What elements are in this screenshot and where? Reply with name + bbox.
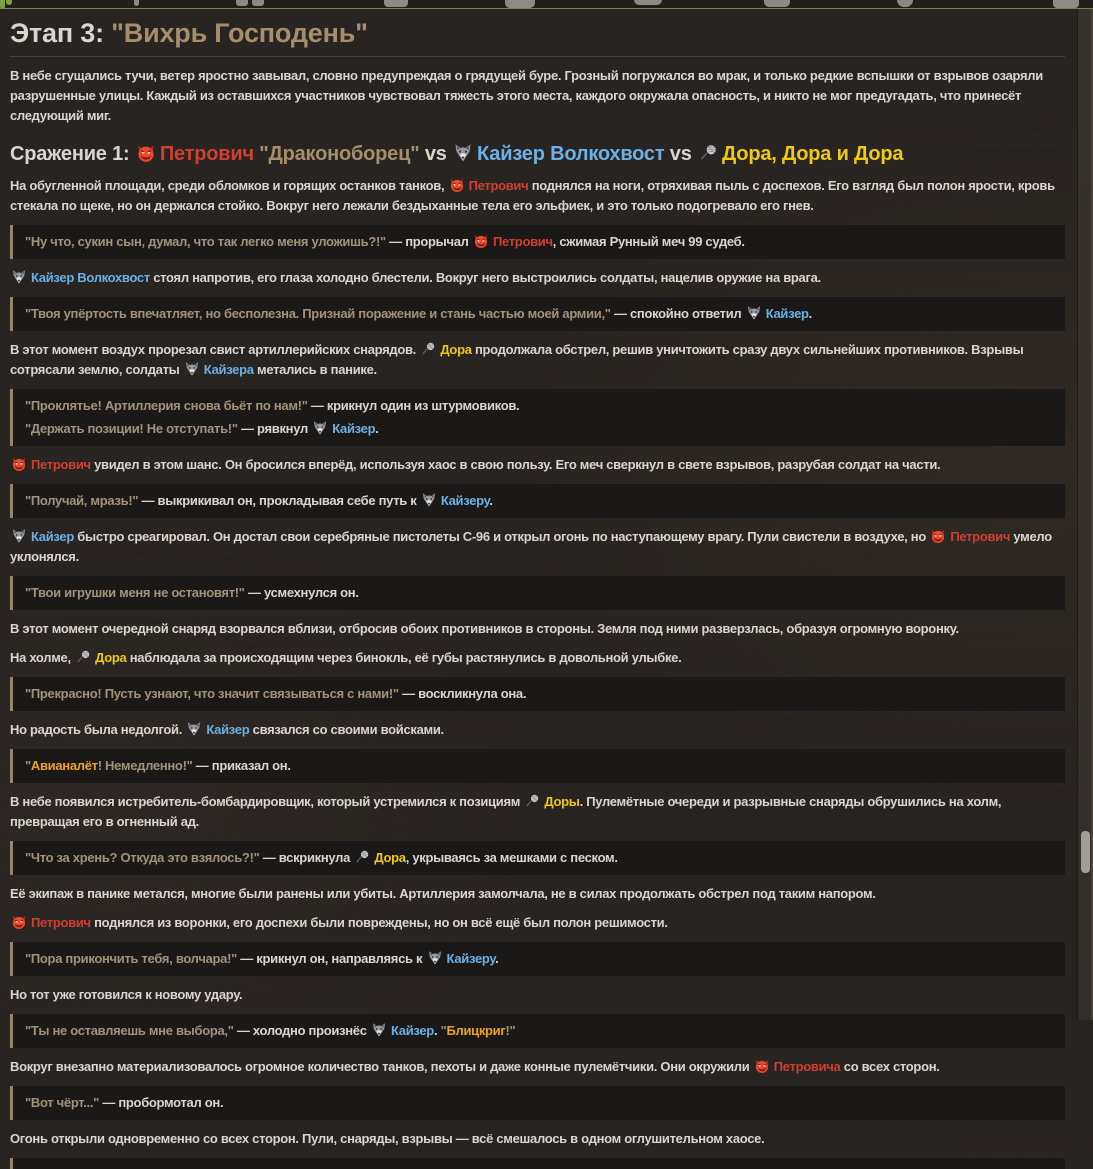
narration-text: В небе сгущались тучи, ветер яростно завывал, словно предупреждая о грядущей буре. Грозный погружался во мрак, и только редкие вспышки от взрывов озаряли разрушенные улицы. Каждый из оставшихся участников чувствовал тяжесть этого места, каждого окружала опасность, и никто не мог предугадать, что принесёт следующий миг. (10, 68, 1043, 123)
quote-line (25, 583, 1053, 603)
story-paragraph (10, 1057, 1065, 1077)
narration-text: — прорычал (385, 234, 472, 249)
character-name: Кайзер (31, 529, 74, 544)
story-paragraph (10, 455, 1065, 475)
devil-icon (11, 456, 27, 472)
stage-title-prefix: Этап 3: (10, 18, 112, 48)
narration-text: быстро среагировал. Он достал свои серебряные пистолеты С-96 и открыл огонь по наступающему врагу. Пули свистели в воздухе, но (73, 529, 930, 544)
scrollbar-track (1077, 9, 1093, 1020)
quote-text: "Ты не оставляешь мне выбора," (25, 1023, 234, 1038)
quote-line (25, 756, 1053, 776)
character-name: Кайзер (206, 722, 250, 737)
character-name: Кайзеру (446, 951, 496, 966)
wolf-icon (746, 305, 762, 321)
narration-text: В этот момент очередной снаряд взорвался вблизи, отбросив обоих противников в стороны. Земля под ними разверзлась, образуя огромную воронку. (10, 621, 959, 636)
quote-line (25, 1021, 1053, 1041)
story-paragraph (10, 340, 1065, 380)
character-name: Петрович (468, 178, 529, 193)
narration-text: — рявкнул (237, 421, 312, 436)
quote-block (10, 225, 1065, 259)
narration-text: — пробормотал он. (99, 1095, 224, 1110)
character-name: Петрович (31, 915, 91, 930)
narration-text: Вокруг внезапно материализовалось огромное количество танков, пехоты и даже конные пулемётчики. Они окружили (10, 1059, 753, 1074)
narration-text: увидел в этом шанс. Он бросился вперёд, используя хаос в свою пользу. Его меч сверкнул в свете взрывов, разрубая солдат на части. (90, 457, 941, 472)
case-icon[interactable] (384, 0, 408, 7)
story-paragraph (10, 913, 1065, 933)
mic-icon (354, 849, 370, 865)
character-name: Дора, Дора и Дора (722, 143, 904, 165)
story-paragraph (10, 720, 1065, 740)
story-paragraph (10, 176, 1065, 216)
quote-line (25, 304, 1053, 324)
narration-text: — крикнул один из штурмовиков. (307, 398, 520, 413)
narration-text: стоял напротив, его глаза холодно блестели. Вокруг него выстроились солдаты, нацелив оружие на врага. (149, 270, 821, 285)
story-paragraph (10, 1129, 1065, 1149)
stage-title-quoted: "Вихрь Господень" (111, 18, 368, 48)
narration-text: поднялся на ноги, отряхивая пыль с доспехов. Его взгляд был полон ярости, кровь стекала по щеке, но он держался стойко. Вокруг него лежали бездыханные тела его эльфиек, и это только подогревало его гнев. (10, 178, 1055, 213)
narration-text: На холме, (10, 650, 75, 665)
narration-text: . (433, 1023, 441, 1038)
narration-text: . (489, 493, 493, 508)
quote-block (10, 1086, 1065, 1120)
character-name: Кайзер (332, 421, 376, 436)
wolf-icon (11, 528, 27, 544)
mic-icon (524, 793, 540, 809)
quote-text: "Проклятье! Артиллерия снова бьёт по нам!" (25, 398, 308, 413)
quote-line (25, 949, 1053, 969)
devil-icon (449, 177, 465, 193)
narration-text: Но радость была недолгой. (10, 722, 186, 737)
quote-block (10, 576, 1065, 610)
chest-icon[interactable] (1053, 0, 1079, 8)
character-name: Петрович (950, 529, 1011, 544)
quote-block (10, 749, 1065, 783)
devil-icon (754, 1058, 770, 1074)
story-paragraph (10, 985, 1065, 1005)
narration-text: — приказал он. (192, 758, 291, 773)
wolf-icon (453, 143, 473, 163)
mic-icon (698, 143, 718, 163)
narration-text: — спокойно ответил (610, 306, 745, 321)
character-name: Кайзер (390, 1023, 434, 1038)
mic-icon (75, 649, 91, 665)
quote-line (25, 419, 1053, 439)
wolf-icon (371, 1022, 387, 1038)
quote-text: "Твоя упёртость впечатляет, но бесполезна. Признай поражение и стань частью моей армии," (25, 306, 611, 321)
narration-text: наблюдала за происходящим через бинокль, её губы растянулись в довольной улыбке. (126, 650, 682, 665)
green-key-icon[interactable] (6, 0, 12, 5)
quote-text: " (25, 758, 31, 773)
narration-text: связался со своими войсками. (249, 722, 444, 737)
narration-text: В небе появился истребитель-бомбардировщик, который устремился к позициям (10, 794, 524, 809)
quote-text: "Прекрасно! Пусть узнают, что значит связываться с нами!" (25, 686, 399, 701)
character-name: Кайзеру (440, 493, 490, 508)
character-name: Петрович (31, 457, 91, 472)
narration-text: — холодно произнёс (233, 1023, 370, 1038)
quote-line (25, 848, 1053, 868)
top-toolbar (0, 0, 1093, 9)
hat-icon[interactable] (634, 0, 662, 5)
scrollbar-thumb[interactable] (1081, 831, 1090, 873)
quote-text: "Пора прикончить тебя, волчара!" (25, 951, 237, 966)
quote-line (25, 1093, 1053, 1113)
narration-text: — вскрикнула (259, 850, 354, 865)
epithet-text: "Драконоборец" (253, 143, 420, 165)
people-icon[interactable] (252, 0, 264, 6)
quote-line (25, 396, 1053, 416)
quote-block (10, 841, 1065, 875)
wolf-icon (312, 420, 328, 436)
quote-block (10, 484, 1065, 518)
narration-text: . (375, 421, 379, 436)
quote-text: " (440, 1023, 447, 1038)
wolf-icon (11, 269, 27, 285)
character-name: Кайзер Волкохвост (31, 270, 150, 285)
quote-block (10, 677, 1065, 711)
story-paragraph (10, 792, 1065, 832)
cross-icon[interactable] (134, 0, 139, 6)
green-key-icon[interactable] (0, 0, 5, 9)
paw-icon[interactable] (505, 0, 535, 8)
quote-text: "Ну что, сукин сын, думал, что так легко меня уложишь?!" (25, 234, 386, 249)
quote-text: "Что за хрень? Откуда это взялось?!" (25, 850, 260, 865)
character-name: Дора (440, 342, 472, 357)
story-paragraph (10, 66, 1065, 126)
devil-icon (930, 528, 946, 544)
story-pane (0, 9, 1077, 1146)
quote-text: "Твои игрушки меня не остановят!" (25, 585, 245, 600)
devil-icon (11, 914, 27, 930)
narration-text: , укрываясь за мешками с песком. (405, 850, 618, 865)
quote-line (25, 491, 1053, 511)
character-name: Кайзер (765, 306, 809, 321)
narration-text: На обугленной площади, среди обломков и горящих останков танков, (10, 178, 448, 193)
character-name: Кайзер Волкохвост (477, 143, 665, 165)
quote-line (25, 684, 1053, 704)
character-name: Доры (544, 794, 580, 809)
mask-icon[interactable] (764, 0, 790, 7)
quote-text: "Держать позиции! Не отступать!" (25, 421, 238, 436)
wolf-icon (184, 361, 200, 377)
quote-text: "Получай, мразь!" (25, 493, 139, 508)
narration-text: метались в панике. (253, 362, 377, 377)
narration-text: поднялся из воронки, его доспехи были повреждены, но он всё ещё был полон решимости. (90, 915, 668, 930)
emphasis-text: Блицкриг (446, 1023, 506, 1038)
quote-block (10, 297, 1065, 331)
narration-text: Но тот уже готовился к новому удару. (10, 987, 243, 1002)
quote-block (10, 942, 1065, 976)
quote-block (10, 389, 1065, 446)
quote-block (10, 1158, 1065, 1169)
quote-text: !" (505, 1023, 516, 1038)
narration-text: со всех сторон. (840, 1059, 940, 1074)
story-paragraph (10, 619, 1065, 639)
wolf-icon (186, 721, 202, 737)
emphasis-text: Авианалёт (30, 758, 98, 773)
narration-text: . Пулемётные очереди и разрывные снаряды обрушились на холм, превращая его в огненный ад. (10, 794, 1002, 829)
quote-line (25, 232, 1053, 252)
story-paragraph (10, 527, 1065, 567)
narration-text: — усмехнулся он. (244, 585, 359, 600)
people-icon[interactable] (236, 0, 248, 6)
narration-text: Сражение 1: (10, 143, 135, 165)
story-paragraph (10, 884, 1065, 904)
quote-text: ! Немедленно!" (97, 758, 193, 773)
narration-text: умело уклонялся. (10, 529, 1052, 564)
story (10, 66, 1065, 1169)
story-paragraph (10, 648, 1065, 668)
narration-text: — крикнул он, направляясь к (236, 951, 426, 966)
quote-block (10, 1014, 1065, 1048)
narration-text: vs (419, 143, 453, 165)
quote-text: "Вот чёрт..." (25, 1095, 100, 1110)
narration-text: В этот момент воздух прорезал свист артиллерийских снарядов. (10, 342, 420, 357)
narration-text: Огонь открыли одновременно со всех сторон. Пули, снаряды, взрывы — всё смешалось в одном оглушительном хаосе. (10, 1131, 765, 1146)
character-name: Дора (95, 650, 127, 665)
narration-text: vs (664, 143, 698, 165)
character-name: Петровича (773, 1059, 841, 1074)
narration-text: продолжала обстрел, решив уничтожить сразу двух сильнейших противников. Взрывы сотрясали землю, солдаты (10, 342, 1024, 377)
character-name: Дора (374, 850, 406, 865)
stage-title (10, 17, 1065, 57)
narration-text: . (495, 951, 499, 966)
narration-text: — воскликнула она. (398, 686, 527, 701)
narration-text: — выкрикивал он, прокладывая себе путь к (138, 493, 420, 508)
mic-icon (420, 341, 436, 357)
wolf-icon (427, 950, 443, 966)
devil-icon (473, 233, 489, 249)
character-name: Кайзера (203, 362, 254, 377)
character-name: Петрович (159, 143, 254, 165)
devil-icon (136, 143, 156, 163)
story-paragraph (10, 268, 1065, 288)
narration-text: Её экипаж в панике метался, многие были ранены или убиты. Артиллерия замолчала, не в силах продолжать обстрел под таким напором. (10, 886, 876, 901)
shield-icon[interactable] (897, 0, 913, 7)
wolf-icon (421, 492, 437, 508)
narration-text: , сжимая Рунный меч 99 судеб. (552, 234, 745, 249)
character-name: Петрович (492, 234, 553, 249)
narration-text: . (808, 306, 812, 321)
battle-heading (10, 141, 1065, 167)
